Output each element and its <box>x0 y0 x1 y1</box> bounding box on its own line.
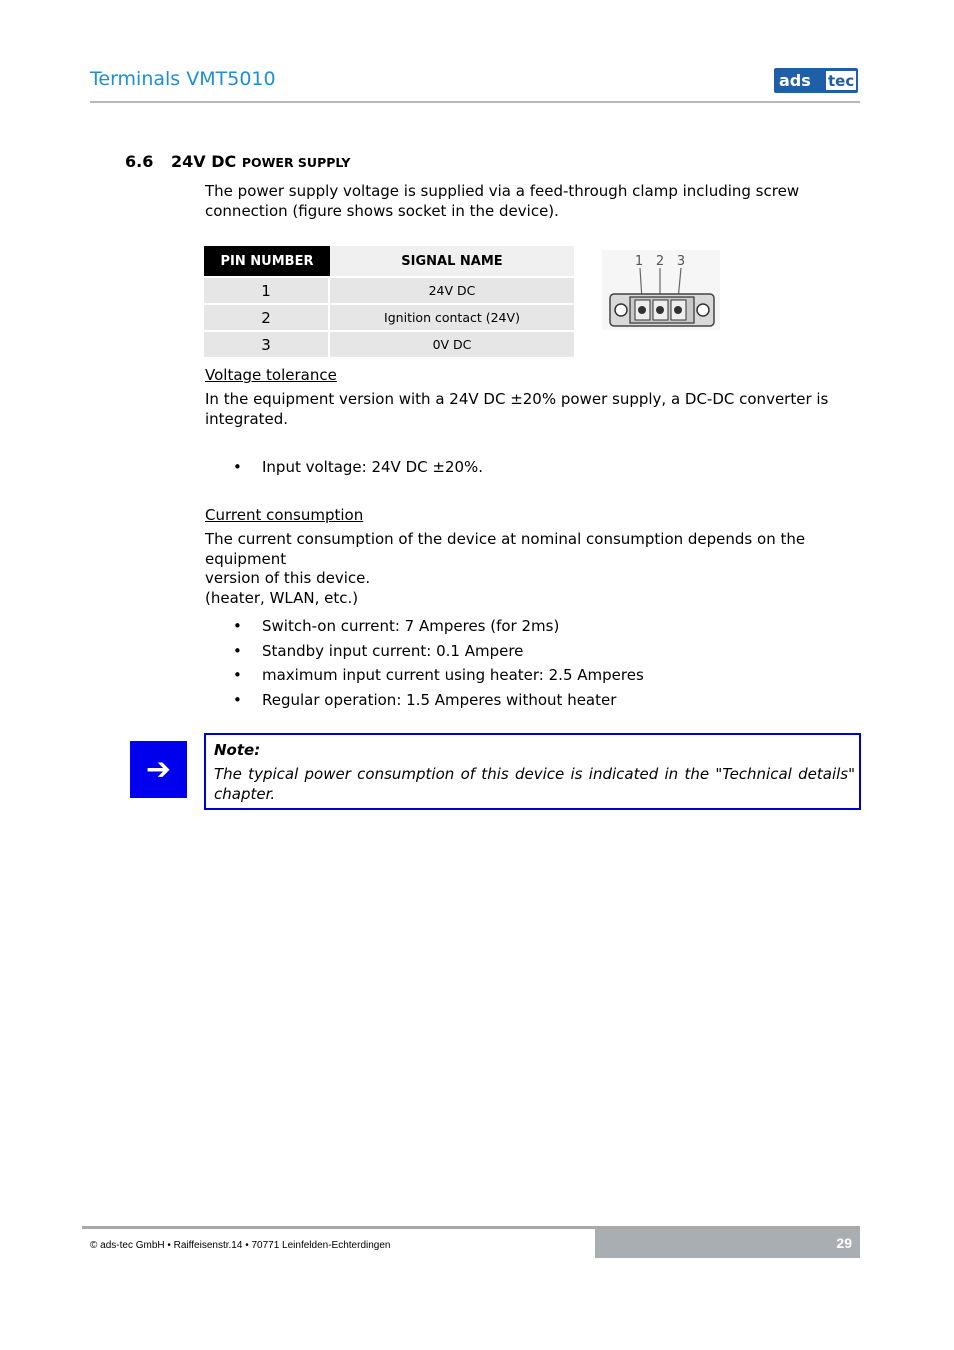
footer-copyright: © ads-tec GmbH • Raiffeisenstr.14 • 70771 Leinfelden-Echterdingen <box>90 1240 391 1251</box>
current-line: The current consumption of the device at nominal consumption depends on the equipment <box>205 530 806 568</box>
ads-tec-logo <box>774 68 858 93</box>
section-title-main: 24V DC <box>171 152 237 171</box>
voltage-tolerance-text <box>205 390 860 429</box>
intro-paragraph <box>205 182 860 221</box>
list-item: • maximum input current using heater: 2.5 Amperes <box>205 666 644 691</box>
svg-text:ads: ads <box>779 71 811 90</box>
list-item: • Input voltage: 24V DC ±20%. <box>205 458 483 483</box>
svg-text:tec: tec <box>828 72 855 90</box>
current-bullet-list <box>205 617 644 715</box>
current-consumption-heading: Current consumption <box>205 506 364 524</box>
pin-label: 3 <box>676 254 686 269</box>
intro-line: The power supply voltage is supplied via a feed-through clamp including screw <box>205 182 800 200</box>
note-text: The typical power consumption of this device is indicated in the "Technical details" chapter. <box>214 765 855 803</box>
arrow-right-icon: ➔ <box>130 741 187 798</box>
voltage-bullet-list <box>205 458 483 483</box>
pin-cell: 1 <box>204 276 330 303</box>
voltage-tolerance-heading: Voltage tolerance <box>205 366 337 384</box>
list-item: • Standby input current: 0.1 Ampere <box>205 642 644 667</box>
table-row <box>204 330 574 357</box>
table-row <box>204 303 574 330</box>
signal-cell: 24V DC <box>330 276 574 303</box>
note-title: Note: <box>214 741 261 759</box>
table-row <box>204 276 574 303</box>
list-item: • Switch-on current: 7 Amperes (for 2ms) <box>205 617 644 642</box>
signal-cell: Ignition contact (24V) <box>330 303 574 330</box>
current-line: (heater, WLAN, etc.) <box>205 588 359 607</box>
voltage-line: integrated. <box>205 409 289 428</box>
power-socket-figure <box>602 250 720 330</box>
pin-cell: 2 <box>204 303 330 330</box>
current-consumption-text <box>205 530 860 608</box>
section-title-sub: POWER SUPPLY <box>241 155 351 170</box>
pin-cell: 3 <box>204 330 330 357</box>
header-divider <box>90 101 860 103</box>
voltage-line: In the equipment version with a 24V DC ±20% power supply, a DC-DC converter is <box>205 390 829 408</box>
pin-number-header: PIN NUMBER <box>204 246 330 276</box>
signal-cell: 0V DC <box>330 330 574 357</box>
section-number: 6.6 <box>125 152 154 171</box>
list-item: • Regular operation: 1.5 Amperes without heater <box>205 691 644 716</box>
pin-label: 1 <box>634 254 644 269</box>
current-line: version of this device. <box>205 569 371 587</box>
pin-table <box>204 246 574 357</box>
page-number: 29 <box>836 1235 852 1251</box>
pin-label: 2 <box>655 254 665 269</box>
section-title <box>171 152 350 171</box>
signal-name-header: SIGNAL NAME <box>330 246 574 276</box>
intro-line: connection (figure shows socket in the device). <box>205 201 559 220</box>
page-header-title: Terminals VMT5010 <box>90 68 276 90</box>
